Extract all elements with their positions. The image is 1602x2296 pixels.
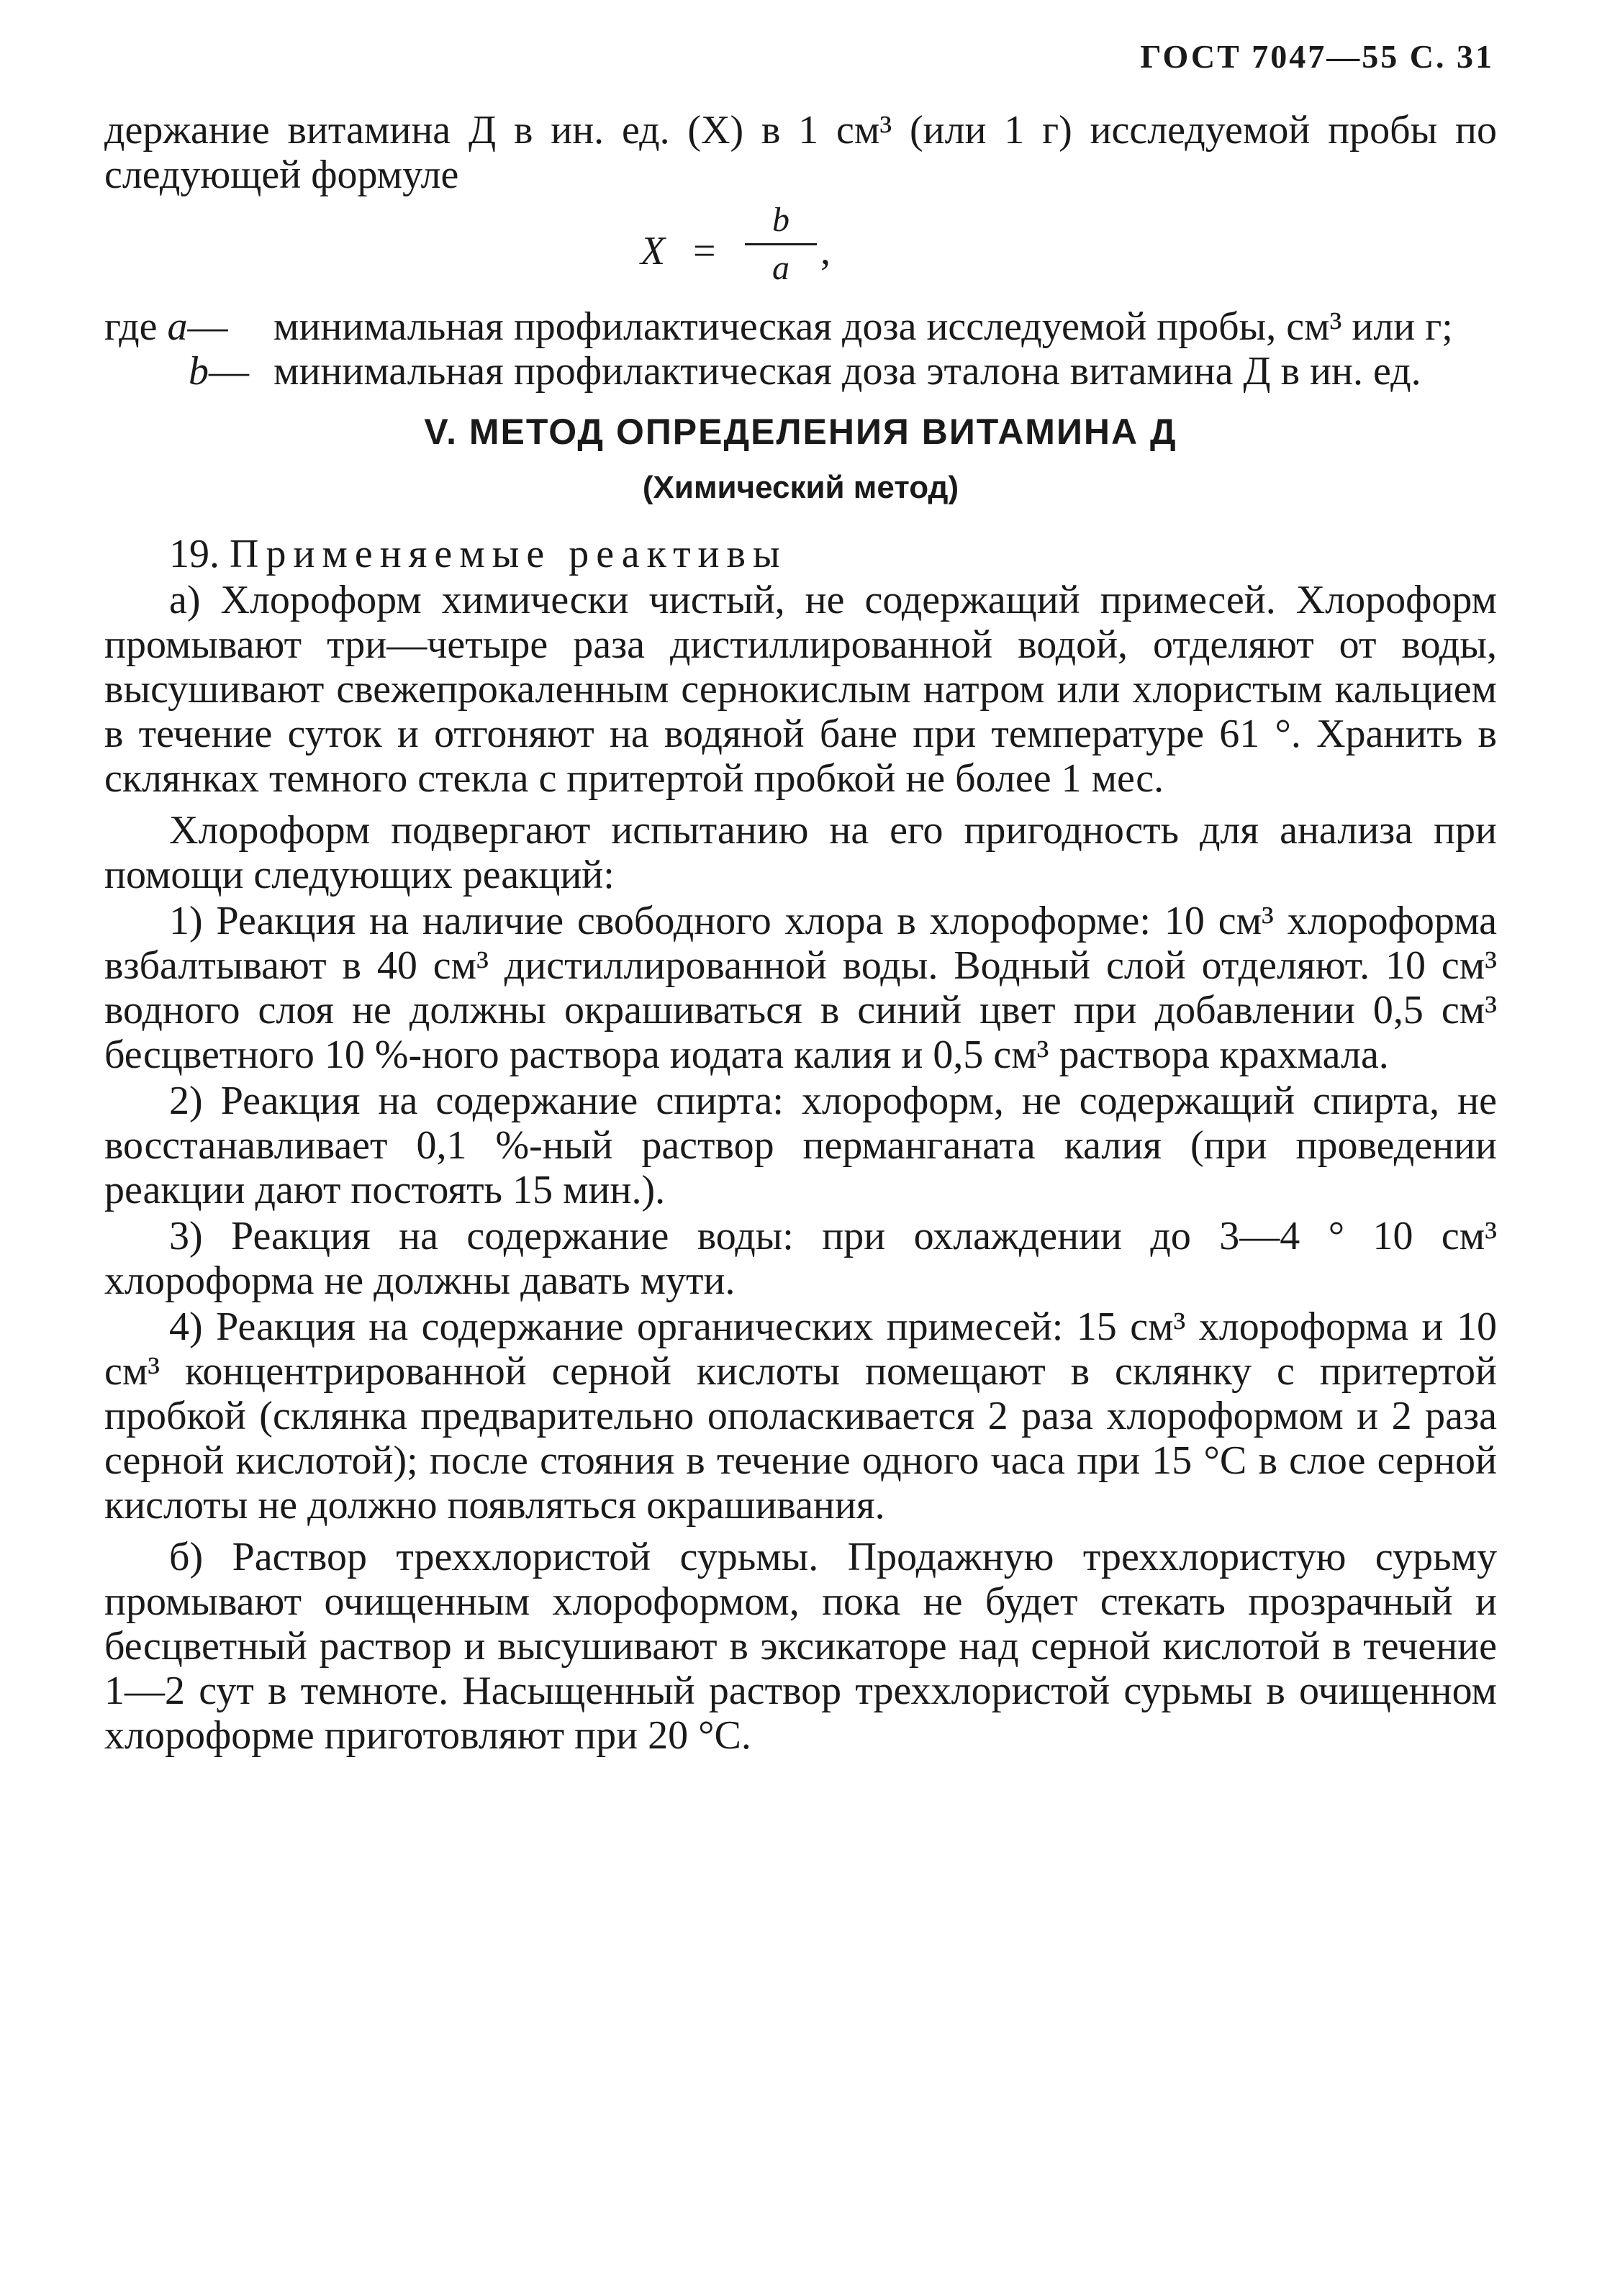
paragraph-a: а) Хлороформ химически чистый, не содержащий примесей. Хлороформ промывают три—четыре раза дистиллированной водой, отделяют от воды, высушивают свежепрокаленным сернокислым натром или хлористым кальцием в течение суток и отгоняют на водяной бане при температуре 61 °. Хранить в склянках темного стекла с притертой пробкой не более 1 мес. [104, 578, 1497, 801]
formula-comma: , [820, 229, 831, 273]
definition-where: где [104, 304, 158, 349]
formula-numerator: b [772, 201, 789, 239]
reaction-2: 2) Реакция на содержание спирта: хлороформ, не содержащий спирта, не восстанавливает 0,1 %-ный раствор перманганата калия (при проведении реакции дают постоять 15 мин.). [104, 1079, 1497, 1212]
definition-lead [104, 304, 228, 349]
formula [104, 200, 1497, 297]
definition-text: минимальная профилактическая доза эталона витамина Д в ин. ед. [273, 349, 1421, 394]
definition-var: a [167, 304, 188, 349]
formula-fraction [745, 200, 817, 289]
reaction-4: 4) Реакция на содержание органических примесей: 15 см³ хлороформа и 10 см³ концентрированной серной кислоты помещают в склянку с притертой пробкой (склянка предварительно ополаскивается 2 раза хлороформом и 2 раза серной кислотой); после стояния в течение одного часа при 15 °С в слое серной кислоты не должно появляться окрашивания. [104, 1304, 1497, 1528]
definition-dash: — [209, 349, 249, 394]
definition-var: b [189, 349, 209, 394]
section-title: V. МЕТОД ОПРЕДЕЛЕНИЯ ВИТАМИНА Д [424, 412, 1177, 452]
running-header: ГОСТ 7047—55 С. 31 [1140, 38, 1494, 75]
clause-number: 19. [169, 532, 220, 576]
formula-lhs: X [641, 229, 666, 273]
paragraph-b: б) Раствор треххлористой сурьмы. Продажную треххлористую сурьму промывают очищенным хлороформом, пока не будет стекать прозрачный и бесцветный раствор и высушивают в эксикаторе над серной кислотой в течение 1—2 сут в темноте. Насыщенный раствор треххлористой сурьмы в очищенном хлороформе приготовляют при 20 °С. [104, 1535, 1497, 1758]
reaction-3: 3) Реакция на содержание воды: при охлаждении до 3—4 ° 10 см³ хлороформа не должны давать мути. [104, 1214, 1497, 1303]
formula-equals: = [693, 229, 716, 273]
section-subtitle: (Химический метод) [642, 470, 959, 505]
reaction-1: 1) Реакция на наличие свободного хлора в хлороформе: 10 см³ хлороформа взбалтывают в 40 см³ дистиллированной воды. Водный слой отделяют. 10 см³ водного слоя не должны окрашиваться в синий цвет при добавлении 0,5 см³ бесцветного 10 %-ного раствора иодата калия и 0,5 см³ раствора крахмала. [104, 899, 1497, 1077]
definition-text: минимальная профилактическая доза исследуемой пробы, см³ или г; [273, 304, 1453, 349]
definition-b [104, 349, 1497, 394]
definition-dash: — [187, 304, 228, 349]
clause-heading [104, 532, 1497, 576]
clause-title: Применяемые реактивы [230, 532, 787, 576]
formula-denominator: a [772, 249, 789, 287]
intro-paragraph: держание витамина Д в ин. ед. (X) в 1 см³ (или 1 г) исследуемой пробы по следующей формуле [104, 108, 1497, 197]
definition-lead [189, 349, 249, 394]
fraction-bar [745, 243, 817, 245]
paragraph-test-intro: Хлороформ подвергают испытанию на его пригодность для анализа при помощи следующих реакций: [104, 808, 1497, 897]
definition-a [104, 304, 1497, 349]
page-body [104, 108, 1497, 1758]
